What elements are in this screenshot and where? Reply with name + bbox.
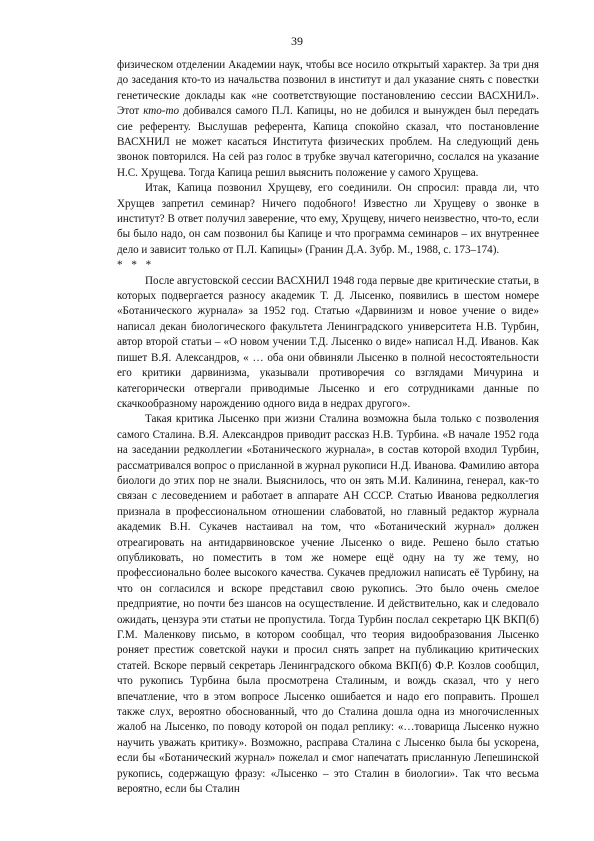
emphasis-text: кто-то [143,105,180,118]
page-number: 39 [291,34,303,48]
page-body [117,58,539,797]
paragraph-khrushchev-call: Итак, Капица позвонил Хрущеву, его соединили. Он спросил: правда ли, что Хрущев запретил семинар? Ничего подобного! Известно ли Хрущеву о звонке в институт? В ответ получил заверение, что ему, Хрущеву, ничего неизвестно, что-то, если бы было надо, он сам позвонил бы Капице и что программа семинаров – их внутреннее дело и зависит только от П.Л. Капицы» (Гранин Д.А. Зубр. М., 1988, с. 173–174). [117,182,539,256]
section-separator: * * * [117,259,155,272]
paragraph-text: физическом отделении Академии наук, чтобы все носило открытый характер. За три дня до заседания кто-то из начальства позвонил в институт и дал указание снять с повестки генетические доклады как «не соответствующие постановлению сессии ВАСХНИЛ». Этот [117,59,539,118]
paragraph-continuation [117,58,539,181]
paragraph-text: добивался самого П.Л. Капицы, но не добился и вынужден был передать сие референту. Выслушав референта, Капица спокойно сказал, что постановление ВАСХНИЛ не может касаться Института физических проблем. На следующий день звонок повторился. На сей раз голос в трубке звучал категорично, сослался на указание Н.С. Хрущева. Тогда Капица решил выяснить положение у самого Хрущева. [117,105,539,179]
paragraph-stalin-criticism: Такая критика Лысенко при жизни Сталина возможна была только с позволения самого Сталина. В.Я. Александров приводит рассказ Н.В. Турбина. «В начале 1952 года на заседании редколлегии «Ботанического журнала», в состав которой входил Турбин, рассматривался вопрос о присланной в журнал рукописи Н.Д. Иванова. Фамилию автора биологи до этих пор не знали. Выяснилось, что он зять М.И. Калинина, генерал, как-то связан с лесоведением и работает в аппарате АН СССР. Статью Иванова редколлегия признала в профессиональном отношении слабоватой, но главный редактор журнала академик В.Н. Сукачев настаивал на том, что «Ботанический журнал» должен отреагировать на антидарвиновское учение Лысенко о виде. Решено было статью опубликовать, но поместить в том же номере ещё одну на ту же тему, но профессионально более высокого качества. Сукачев предложил написать её Турбину, на что он согласился и вскоре представил свою рукопись. Это было очень смелое предприятие, но почти без шансов на осуществление. И действительно, как и следовало ожидать, цензура эти статьи не пропустила. Тогда Турбин послал секретарю ЦК ВКП(б) Г.М. Маленкову письмо, в котором сообщал, что теория видообразования Лысенко роняет престиж советской науки и просил снять запрет на публикацию критических статей. Вскоре первый секретарь Ленинградского обкома ВКП(б) Ф.Р. Козлов сообщил, что рукопись Турбина была просмотрена Сталиным, и вождь сказал, что у него впечатление, что в этом вопросе Лысенко ошибается и надо его поправить. Прошел также слух, вероятно обоснованный, что до Сталина дошла одна из многочисленных жалоб на Лысенко, по поводу которой он подал реплику: «…товарища Лысенко нужно научить уважать критику». Возможно, расправа Сталина с Лысенко была бы ускорена, если бы «Ботанический журнал» пожелал и смог напечатать присланную Лепешинской рукопись, содержащую фразу: «Лысенко – это Сталин в биологии». Так что весьма вероятно, если бы Сталин [117,413,539,796]
paragraph-august-session: После августовской сессии ВАСХНИЛ 1948 года первые две критические статьи, в которых подвергается разносу академик Т. Д. Лысенко, появились в шестом номере «Ботанического журнала» за 1952 год. Статью «Дарвинизм и новое учение о виде» написал декан биологического факультета Ленинградского университета Н.В. Турбин, автор второй статьи – «О новом учении Т.Д. Лысенко о виде» написал Н.Д. Иванов. Как пишет В.Я. Александров, « … оба они обвиняли Лысенко в полной несостоятельности его критики дарвинизма, указывали противоречия со взглядами Мичурина и категорически отвергали приводимые Лысенко и его сотрудниками данные по скачкообразному нарождению одного вида в недрах другого». [117,274,539,410]
